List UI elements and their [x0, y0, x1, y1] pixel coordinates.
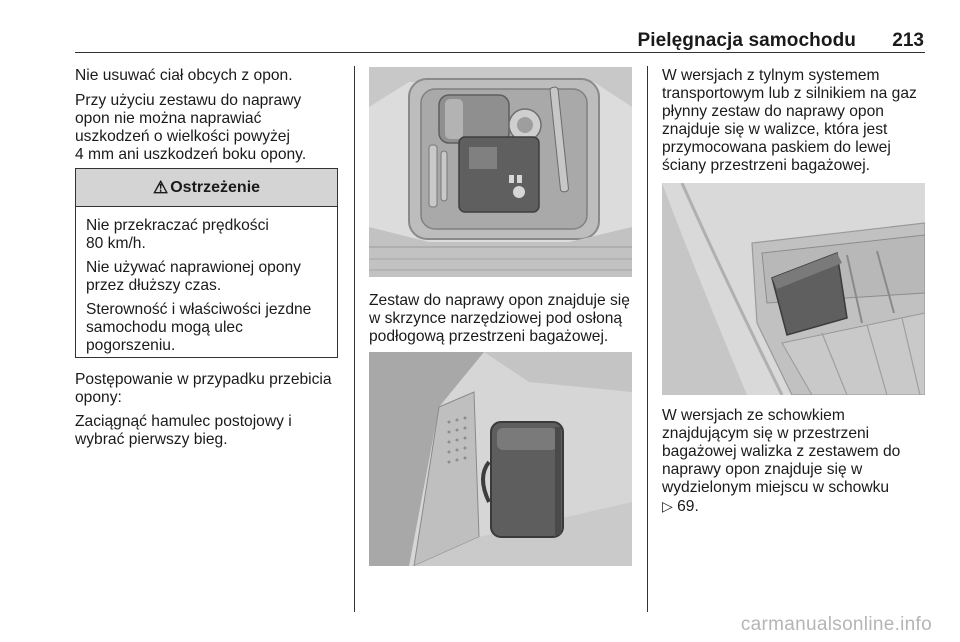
warning-header — [76, 169, 337, 207]
text-line: wydzielonym miejscu w schowku — [662, 479, 890, 496]
text-paragraph — [75, 413, 292, 449]
text-line: pogorszeniu. — [86, 337, 176, 354]
column-divider-right — [647, 66, 648, 612]
text-line: ściany przestrzeni bagażowej. — [662, 157, 871, 174]
page-reference-number: 69. — [677, 498, 699, 515]
text-line: 4 mm ani uszkodzeń boku opony. — [75, 146, 307, 163]
repair-kit-storage-compartment-illustration — [662, 183, 925, 395]
text-line: Nie używać naprawionej opony — [86, 259, 301, 276]
warning-body — [76, 207, 337, 355]
text-line: Zestaw do naprawy opon znajduje się — [369, 292, 630, 309]
text-line: samochodu mogą ulec — [86, 319, 243, 336]
text-paragraph — [662, 67, 917, 175]
warning-paragraph — [86, 301, 327, 355]
text-line: przez dłuższy czas. — [86, 277, 222, 294]
text-line: Nie przekraczać prędkości — [86, 217, 269, 234]
text-line: opon nie można naprawiać — [75, 110, 262, 127]
repair-kit-case-trunk-illustration — [369, 352, 632, 566]
text-paragraph — [75, 92, 306, 164]
text-line: Sterowność i właściwości jezdne — [86, 301, 312, 318]
text-line: W wersjach z tylnym systemem — [662, 67, 880, 84]
page-title: Pielęgnacja samochodu — [637, 30, 856, 51]
text-line: opony: — [75, 389, 122, 406]
text-paragraph — [662, 407, 900, 516]
text-line: Przy użyciu zestawu do naprawy — [75, 92, 302, 109]
text-line: transportowym lub z silnikiem na gaz — [662, 85, 917, 102]
repair-kit-tool-well-illustration — [369, 67, 632, 277]
text-line: w skrzynce narzędziowej pod osłoną — [369, 310, 623, 327]
text-line: wybrać pierwszy bieg. — [75, 431, 228, 448]
text-line: Postępowanie w przypadku przebicia — [75, 371, 332, 388]
text-line: naprawy opon znajduje się w — [662, 461, 863, 478]
page-reference-icon: ▷ — [662, 498, 673, 514]
page-reference[interactable] — [662, 498, 699, 515]
figure-caption — [369, 292, 630, 346]
text-paragraph — [75, 371, 332, 407]
warning-box — [75, 168, 338, 358]
watermark: carmanualsonline.info — [740, 614, 932, 635]
text-line: płynny zestaw do naprawy opon — [662, 103, 884, 120]
text-line: bagażowej walizka z zestawem do — [662, 443, 901, 460]
warning-paragraph — [86, 259, 327, 295]
text-line: podłogową przestrzeni bagażowej. — [369, 328, 609, 345]
text-line: uszkodzeń o wielkości powyżej — [75, 128, 290, 145]
column-divider-left — [354, 66, 355, 612]
text-line: znajduje się w walizce, która jest — [662, 121, 888, 138]
page-number: 213 — [892, 30, 924, 51]
text-line: znajdującym się w przestrzeni — [662, 425, 870, 442]
text-line: W wersjach ze schowkiem — [662, 407, 845, 424]
warning-paragraph — [86, 217, 327, 253]
text-line: Zaciągnąć hamulec postojowy i — [75, 413, 292, 430]
text-line: 80 km/h. — [86, 235, 146, 252]
text-line: przymocowana paskiem do lewej — [662, 139, 891, 156]
text-paragraph: Nie usuwać ciał obcych z opon. — [75, 67, 293, 84]
warning-triangle-icon: ⚠ — [152, 177, 169, 197]
warning-title: Ostrzeżenie — [170, 178, 261, 196]
header-rule — [75, 52, 925, 53]
